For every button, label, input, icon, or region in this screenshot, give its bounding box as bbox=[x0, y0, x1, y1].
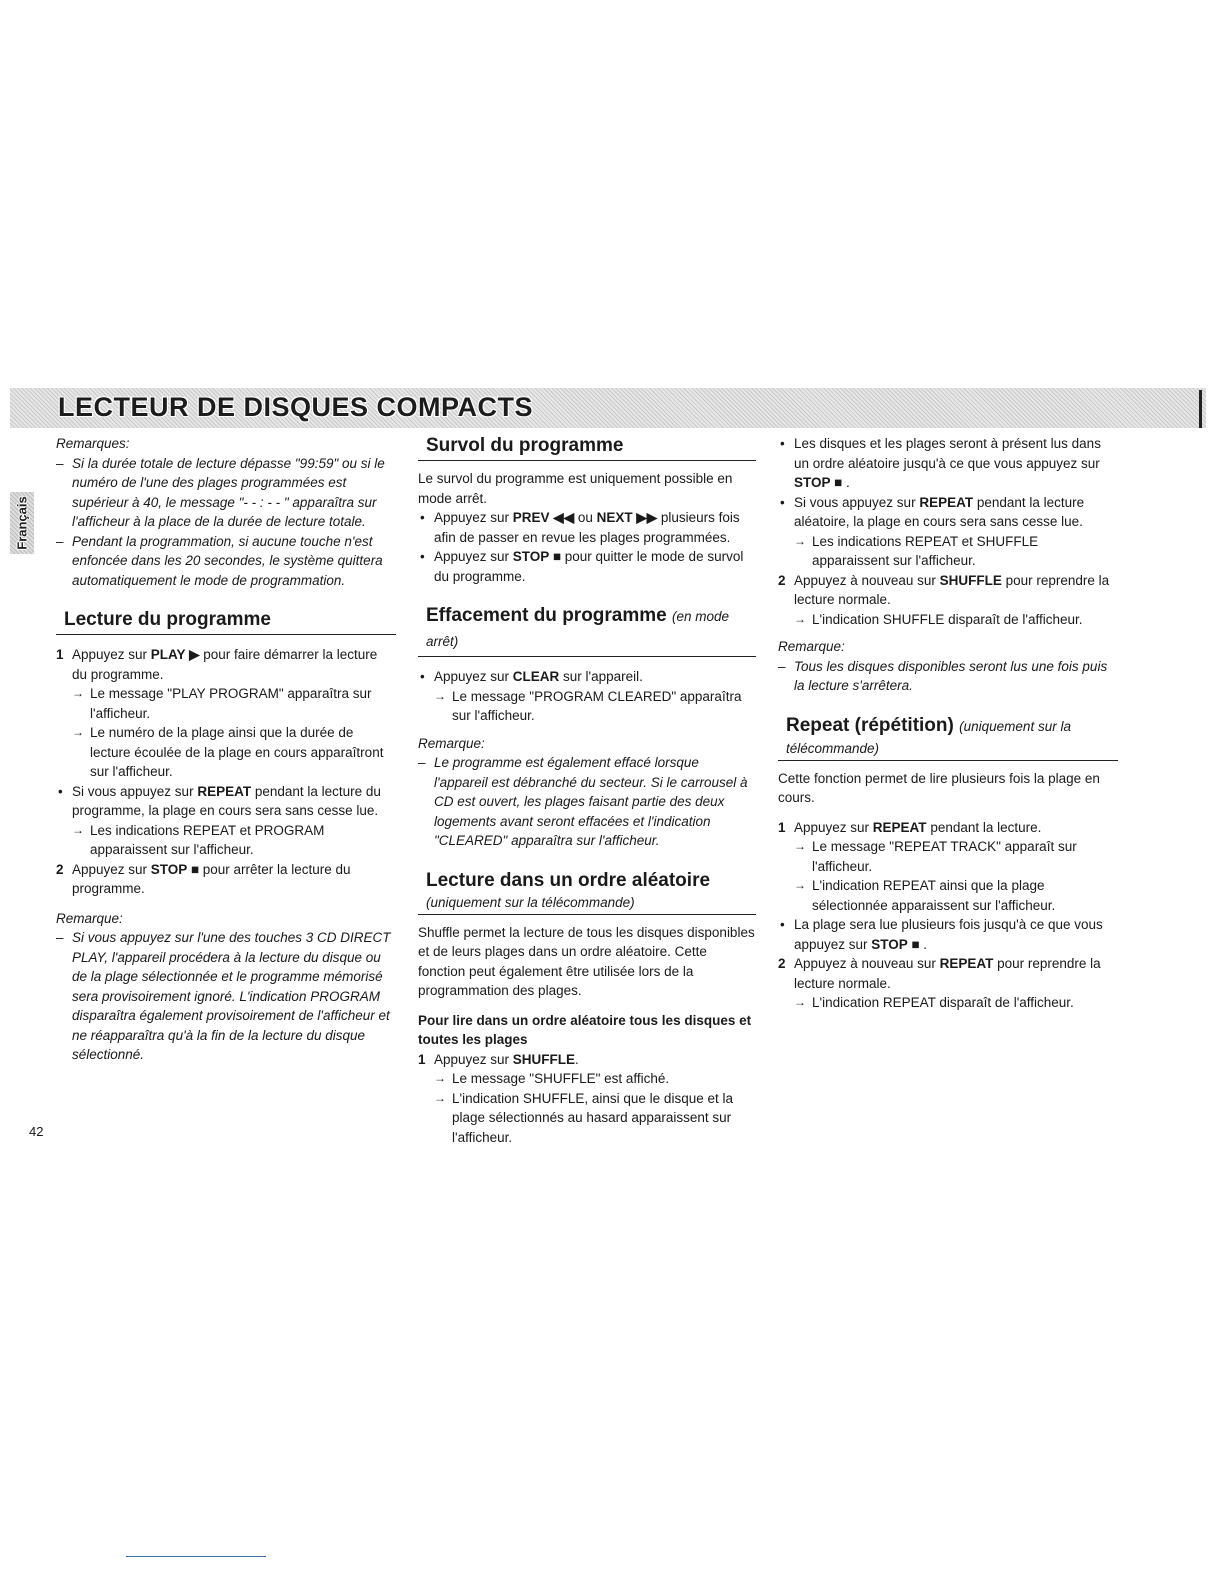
step-number: 2 bbox=[778, 956, 786, 971]
key-label-clear: CLEAR bbox=[512, 669, 560, 684]
column-right bbox=[778, 434, 1118, 1013]
step-text: . bbox=[575, 1051, 579, 1067]
step-item bbox=[56, 645, 396, 684]
bullet-text: La plage sera lue plusieurs fois jusqu'à ce que vous appuyez sur bbox=[794, 917, 1103, 952]
bullet-text: pendant la lecture du programme, la plage en cours sera sans cesse lue. bbox=[72, 783, 381, 818]
remark-item: – Tous les disques disponibles seront lus une fois puis la lecture s'arrêtera. bbox=[778, 657, 1118, 696]
result-item: → Le message "PROGRAM CLEARED" apparaîtra sur l'afficheur. bbox=[418, 687, 756, 726]
remark-label: Remarque: bbox=[56, 910, 123, 926]
step-number: 1 bbox=[778, 819, 786, 835]
key-label-repeat: REPEAT bbox=[872, 819, 927, 835]
bullet-item bbox=[418, 547, 756, 586]
step-text: pour reprendre la lecture normale. bbox=[794, 572, 1110, 607]
section-heading-survol: Survol du programme bbox=[418, 434, 756, 461]
section-heading-sub: (uniquement sur la bbox=[959, 718, 1071, 734]
result-item: → L'indication SHUFFLE disparaît de l'afficheur. bbox=[778, 610, 1118, 630]
page-number: 42 bbox=[29, 1124, 44, 1139]
result-item: → Le message "PLAY PROGRAM" apparaîtra sur l'afficheur. bbox=[56, 684, 396, 723]
paragraph: Cette fonction permet de lire plusieurs fois la plage en cours. bbox=[778, 770, 1100, 805]
language-tab bbox=[10, 492, 34, 554]
paragraph: Le survol du programme est uniquement possible en mode arrêt. bbox=[418, 471, 733, 506]
step-text: Appuyez sur bbox=[434, 1051, 513, 1067]
result-item: → L'indication REPEAT disparaît de l'afficheur. bbox=[778, 993, 1118, 1013]
step-item bbox=[56, 860, 396, 899]
key-label-shuffle: SHUFFLE bbox=[939, 572, 1002, 588]
key-label-prev: PREV ◀◀ bbox=[512, 510, 575, 525]
result-item: → Le message "REPEAT TRACK" apparaît sur l'afficheur. bbox=[778, 837, 1118, 876]
footer-divider bbox=[126, 1556, 266, 1557]
remarks-label: Remarques: bbox=[56, 436, 130, 451]
bullet-text: . bbox=[842, 475, 850, 490]
step-number: 1 bbox=[418, 1051, 426, 1067]
bullet-item bbox=[418, 508, 756, 547]
step-number: 2 bbox=[56, 861, 64, 877]
step-text: Appuyez sur bbox=[72, 861, 151, 877]
remark-item: – Si vous appuyez sur l'une des touches 3 CD DIRECT PLAY, l'appareil procédera à la lecture du disque ou de la plage sélectionnée et le programme mémorisé sera provisoirement ignoré. L'indication PROGRAM disparaîtra également provisoirement de l'afficheur et ne réapparaîtra qu'à la fin de la lecture du disque sélectionné. bbox=[56, 928, 396, 1065]
step-text: Appuyez sur bbox=[72, 647, 151, 662]
result-item: → Le numéro de la plage ainsi que la durée de lecture écoulée de la plage en cours apparaîtront sur l'afficheur. bbox=[56, 723, 396, 782]
key-label-stop: STOP ■ bbox=[150, 861, 199, 877]
key-label-shuffle: SHUFFLE bbox=[512, 1051, 576, 1067]
result-item: → Le message "SHUFFLE" est affiché. bbox=[418, 1069, 756, 1089]
step-text: pour reprendre la lecture normale. bbox=[794, 956, 1101, 991]
remark-label: Remarque: bbox=[418, 735, 485, 751]
language-tab-label: Français bbox=[14, 496, 30, 550]
bullet-text: plusieurs fois afin de passer en revue les plages programmées. bbox=[434, 510, 740, 545]
remark-label: Remarque: bbox=[778, 639, 845, 654]
step-text: Appuyez à nouveau sur bbox=[794, 572, 940, 588]
bullet-text: Appuyez sur bbox=[434, 510, 513, 525]
step-number: 1 bbox=[56, 647, 64, 662]
step-text: pour faire démarrer la lecture du programme. bbox=[72, 647, 378, 682]
banner-edge-bar bbox=[1199, 390, 1202, 428]
section-banner bbox=[10, 388, 1206, 428]
banner-title: LECTEUR DE DISQUES COMPACTS bbox=[58, 392, 534, 422]
paragraph: Shuffle permet la lecture de tous les disques disponibles et de leurs plages dans un ordre aléatoire. Cette fonction peut également être utilisée lors de la programmation des plages. bbox=[418, 924, 755, 998]
bullet-text: Si vous appuyez sur bbox=[72, 783, 198, 799]
section-subheading: télécommande) bbox=[778, 739, 1118, 761]
remark-item: – Le programme est également effacé lorsque l'appareil est débranché du secteur. Si le carrousel à CD est ouvert, les plages faisant partie des deux logements avant seront effacées et l'indication "CLEARED" apparaîtra sur l'afficheur. bbox=[418, 753, 756, 851]
bullet-text: pendant la lecture aléatoire, la plage en cours sera sans cesse lue. bbox=[794, 494, 1085, 529]
step-text: pendant la lecture. bbox=[926, 819, 1042, 835]
bullet-text: Appuyez sur bbox=[434, 669, 513, 684]
step-item bbox=[418, 1050, 756, 1070]
bullet-text: . bbox=[919, 936, 927, 952]
key-label-stop: STOP ■ bbox=[512, 549, 561, 564]
result-item: → L'indication SHUFFLE, ainsi que le disque et la plage sélectionnés au hasard apparaissent sur l'afficheur. bbox=[418, 1089, 756, 1148]
section-heading-lecture-programme: Lecture du programme bbox=[56, 608, 396, 635]
step-item bbox=[778, 818, 1118, 838]
section-heading-aleatoire: Lecture dans un ordre aléatoire bbox=[426, 869, 711, 891]
bullet-text: Les disques et les plages seront à présent lus dans un ordre aléatoire jusqu'à ce que vous appuyez sur bbox=[794, 436, 1101, 471]
remark-item: – Si la durée totale de lecture dépasse "99:59" ou si le numéro de l'une des plages programmées est supérieur à 40, le message "- - : - - " apparaîtra sur l'afficheur à la place de la durée de lecture totale. bbox=[56, 454, 396, 532]
bullet-item bbox=[778, 915, 1118, 954]
key-label-repeat: REPEAT bbox=[939, 956, 994, 971]
step-text: Appuyez sur bbox=[794, 819, 873, 835]
bullet-item bbox=[418, 667, 756, 687]
step-item bbox=[778, 571, 1118, 610]
section-heading-effacement bbox=[418, 604, 756, 657]
bullet-item bbox=[778, 434, 1118, 493]
column-middle bbox=[418, 434, 756, 1147]
section-subheading: (uniquement sur la télécommande) bbox=[418, 893, 756, 915]
key-label-stop: STOP ■ bbox=[871, 936, 920, 952]
result-item: → L'indication REPEAT ainsi que la plage sélectionnée apparaissent sur l'afficheur. bbox=[778, 876, 1118, 915]
bullet-item bbox=[56, 782, 396, 821]
step-text: Appuyez à nouveau sur bbox=[794, 956, 940, 971]
key-label-repeat: REPEAT bbox=[197, 783, 252, 799]
step-item bbox=[778, 954, 1118, 993]
step-number: 2 bbox=[778, 572, 786, 588]
section-heading-sub: (en mode arrêt) bbox=[426, 609, 730, 649]
procedure-heading: Pour lire dans un ordre aléatoire tous les disques et toutes les plages bbox=[418, 1012, 752, 1047]
bullet-text: Appuyez sur bbox=[434, 549, 513, 564]
result-item: → Les indications REPEAT et PROGRAM apparaissent sur l'afficheur. bbox=[56, 821, 396, 860]
section-heading-text: Repeat (répétition) bbox=[786, 714, 954, 736]
key-label-next: NEXT ▶▶ bbox=[596, 510, 658, 525]
step-text: pour arrêter la lecture du programme. bbox=[72, 861, 351, 896]
bullet-item bbox=[778, 493, 1118, 532]
result-item: → Les indications REPEAT et SHUFFLE apparaissent sur l'afficheur. bbox=[778, 532, 1118, 571]
bullet-text: sur l'appareil. bbox=[559, 669, 643, 684]
key-label-repeat: REPEAT bbox=[919, 494, 974, 510]
bullet-text: pour quitter le mode de survol du programme. bbox=[434, 549, 744, 584]
bullet-text: Si vous appuyez sur bbox=[794, 494, 920, 510]
column-left bbox=[56, 434, 396, 1065]
remark-item: – Pendant la programmation, si aucune touche n'est enfoncée dans les 20 secondes, le système quittera automatiquement le mode de programmation. bbox=[56, 532, 396, 591]
section-heading-repeat bbox=[778, 714, 1118, 739]
key-label-stop: STOP ■ bbox=[794, 475, 843, 490]
bullet-text: ou bbox=[574, 510, 597, 525]
key-label-play: PLAY ▶ bbox=[150, 647, 200, 662]
section-heading-text: Effacement du programme bbox=[426, 605, 667, 626]
